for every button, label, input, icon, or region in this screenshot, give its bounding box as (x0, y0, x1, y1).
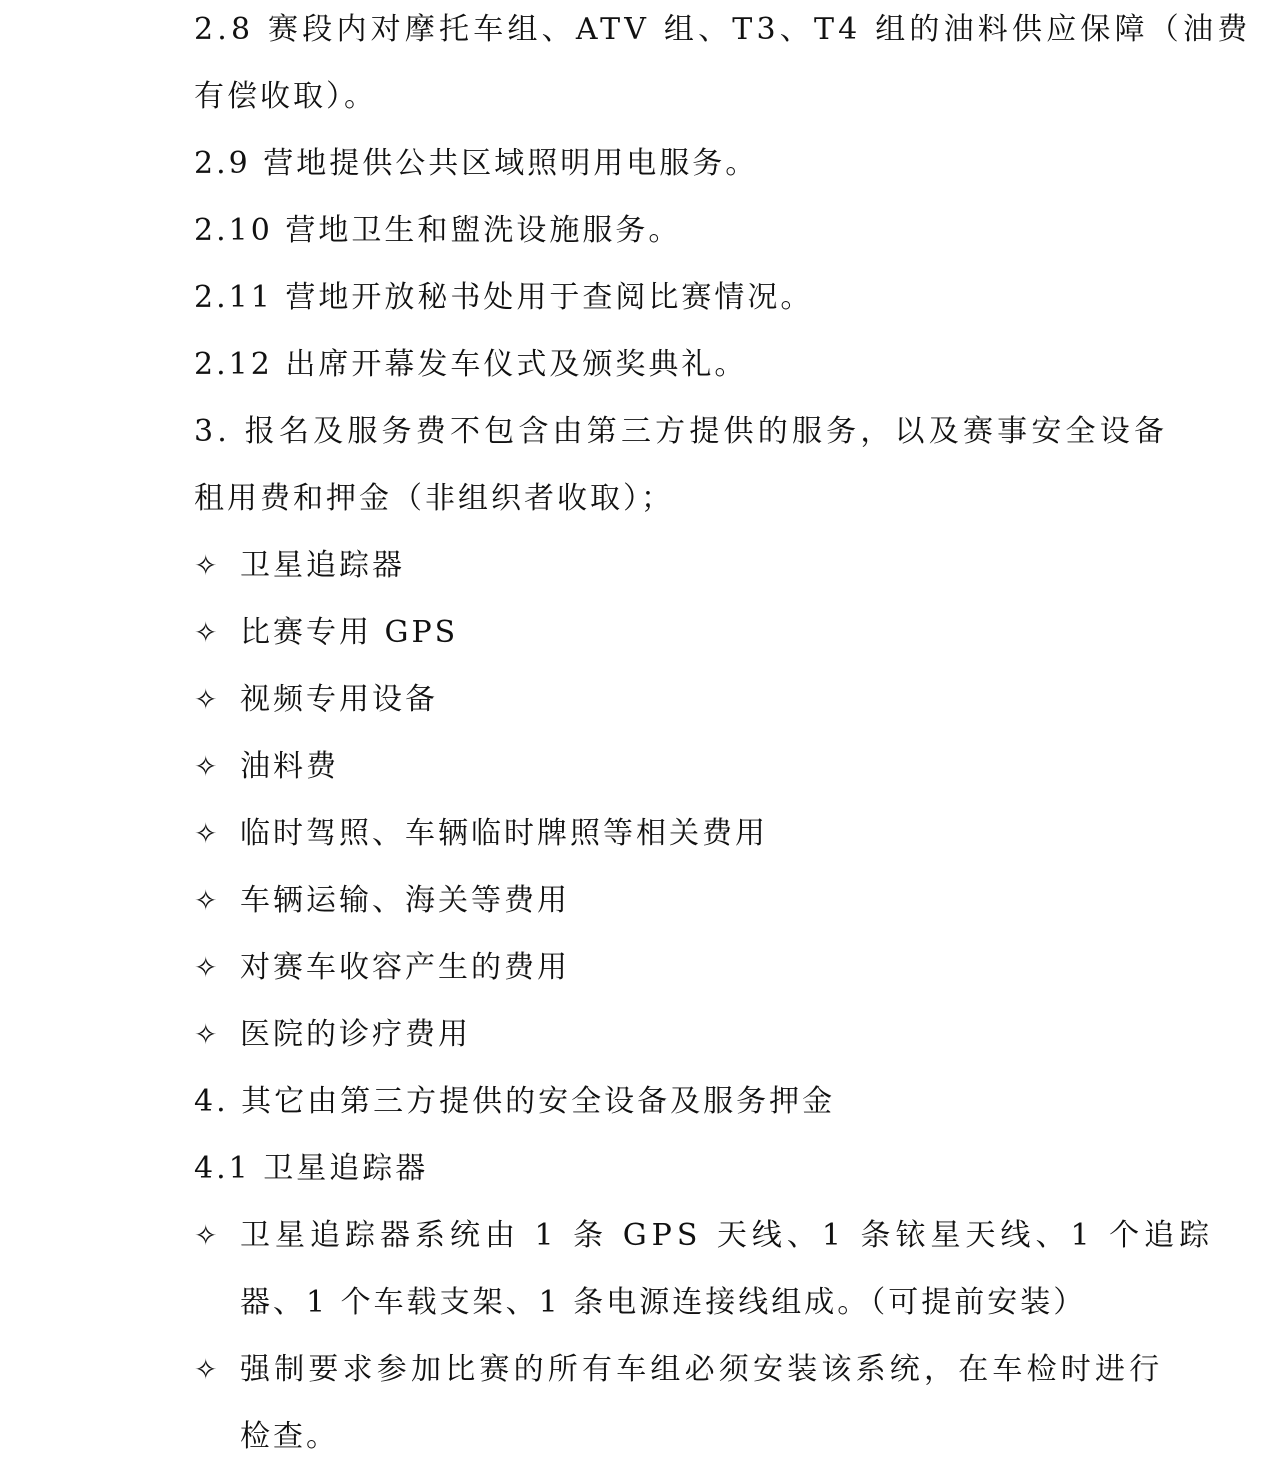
sparkle-bullet-icon: ✧ (194, 549, 218, 582)
paragraph-3-line-2: 租用费和押金（非组织者收取）； (194, 481, 674, 516)
paragraph-3-line-1: 3. 报名及服务费不包含由第三方提供的服务，以及赛事安全设备 (194, 414, 1169, 449)
paragraph-2-9: 2.9 营地提供公共区域照明用电服务。 (194, 146, 759, 181)
sparkle-bullet-icon: ✧ (194, 683, 218, 716)
list-item-text: 卫星追踪器 (240, 548, 405, 583)
list-item (194, 1015, 471, 1055)
list-item-text: 临时驾照、车辆临时牌照等相关费用 (240, 816, 768, 851)
list-item-continuation: 器、1 个车载支架、1 条电源连接线组成。（可提前安装） (240, 1285, 1087, 1320)
paragraph-2-12: 2.12 出席开幕发车仪式及颁奖典礼。 (194, 347, 748, 382)
list-item-text: 比赛专用 GPS (240, 615, 459, 650)
list-item (194, 881, 570, 921)
list-item (194, 1350, 1163, 1390)
paragraph-2-8-line-2: 有偿收取）。 (194, 79, 377, 114)
sparkle-bullet-icon: ✧ (194, 951, 218, 984)
sparkle-bullet-icon: ✧ (194, 1353, 218, 1386)
sparkle-bullet-icon: ✧ (194, 817, 218, 850)
list-item (194, 546, 405, 586)
section-4-1-heading: 4.1 卫星追踪器 (194, 1151, 429, 1186)
sparkle-bullet-icon: ✧ (194, 884, 218, 917)
list-item (194, 747, 339, 787)
list-item-text: 强制要求参加比赛的所有车组必须安装该系统，在车检时进行 (240, 1352, 1164, 1387)
list-item (194, 1216, 1214, 1256)
sparkle-bullet-icon: ✧ (194, 1219, 218, 1252)
sparkle-bullet-icon: ✧ (194, 750, 218, 783)
list-item-text: 卫星追踪器系统由 1 条 GPS 天线、1 条铱星天线、1 个追踪 (240, 1218, 1215, 1253)
paragraph-2-8-line-1: 2.8 赛段内对摩托车组、ATV 组、T3、T4 组的油料供应保障（油费 (194, 12, 1252, 47)
section-4-heading: 4. 其它由第三方提供的安全设备及服务押金 (194, 1084, 836, 1119)
list-item (194, 680, 438, 720)
sparkle-bullet-icon: ✧ (194, 616, 218, 649)
list-item-text: 车辆运输、海关等费用 (240, 883, 570, 918)
list-item-continuation: 检查。 (240, 1419, 339, 1454)
list-item-text: 医院的诊疗费用 (240, 1017, 471, 1052)
list-item (194, 613, 458, 653)
list-item-text: 视频专用设备 (240, 682, 438, 717)
list-item (194, 948, 570, 988)
paragraph-2-10: 2.10 营地卫生和盥洗设施服务。 (194, 213, 682, 248)
sparkle-bullet-icon: ✧ (194, 1018, 218, 1051)
list-item-text: 油料费 (240, 749, 339, 784)
list-item-text: 对赛车收容产生的费用 (240, 950, 570, 985)
list-item (194, 814, 768, 854)
paragraph-2-11: 2.11 营地开放秘书处用于查阅比赛情况。 (194, 280, 814, 315)
